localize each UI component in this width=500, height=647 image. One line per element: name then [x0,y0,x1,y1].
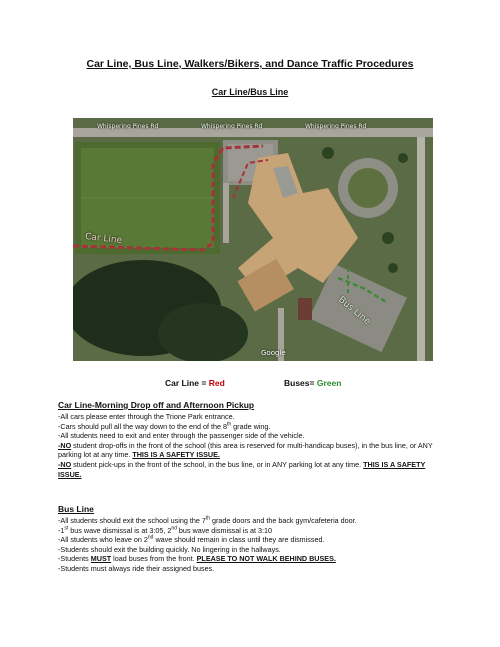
car-line-heading: Car Line-Morning Drop off and Afternoon Pickup [58,400,255,410]
road-label-1: Whispering Pines Rd [97,123,159,130]
bus-line-item-2: -1st bus wave dismissal is at 3:05, 2nd bus wave dismissal is at 3:10 [58,525,273,535]
page-title: Car Line, Bus Line, Walkers/Bikers, and Dance Traffic Procedures [86,58,414,70]
bus-line-section [58,504,448,574]
car-line-section [58,400,448,479]
car-line-item-2: -Cars should pull all the way down to the end of the 8th grade wing. [58,421,271,431]
bus-line-heading: Bus Line [58,504,94,514]
car-line-item-4: -NO student drop-offs in the front of the school (this area is reserved for multi-handicap buses), in the bus line, or ANY parking lot at any time. THIS IS A SAFETY ISSUE. [58,440,433,460]
road-label-2: Whispering Pines Rd [201,123,263,130]
bus-line-item-1: -All students should exit the school using the 7th grade doors and the back gym/cafeteria door. [58,515,357,525]
car-line-item-3: -All students need to exit and enter through the passenger side of the vehicle. [58,431,305,441]
road-label-3: Whispering Pines Rd [305,123,367,130]
legend-bus-color: Green [316,378,342,388]
bus-line-item-4: -Students should exit the building quickly. No lingering in the hallways. [58,544,281,554]
legend-buses [284,378,341,388]
google-watermark: Google [261,349,286,357]
section-subtitle: Car Line/Bus Line [211,87,289,97]
aerial-map [73,118,433,361]
car-line-map-label: Car Line [84,232,123,246]
map-image [73,118,433,361]
bus-line-map-label: Bus Line [336,294,372,328]
legend-car-prefix: Car Line = [165,378,209,388]
car-line-item-1: -All cars please enter through the Trione Park entrance. [58,412,235,421]
legend-bus-prefix: Buses= [284,378,317,388]
bus-line-item-6: -Students must always ride their assigned buses. [58,563,215,573]
legend-car-color: Red [208,378,225,388]
bus-line-item-3: -All students who leave on 2nd wave should remain in class until they are dismissed. [58,534,325,545]
bus-line-item-5: -Students MUST load buses from the front. PLEASE TO NOT WALK BEHIND BUSES. [58,554,336,564]
legend-car-line [165,378,225,388]
car-line-item-5: -NO student pick-ups in the front of the school, in the bus line, or in ANY parking lot at any time. THIS IS A SAFETY ISSUE. [58,459,426,479]
